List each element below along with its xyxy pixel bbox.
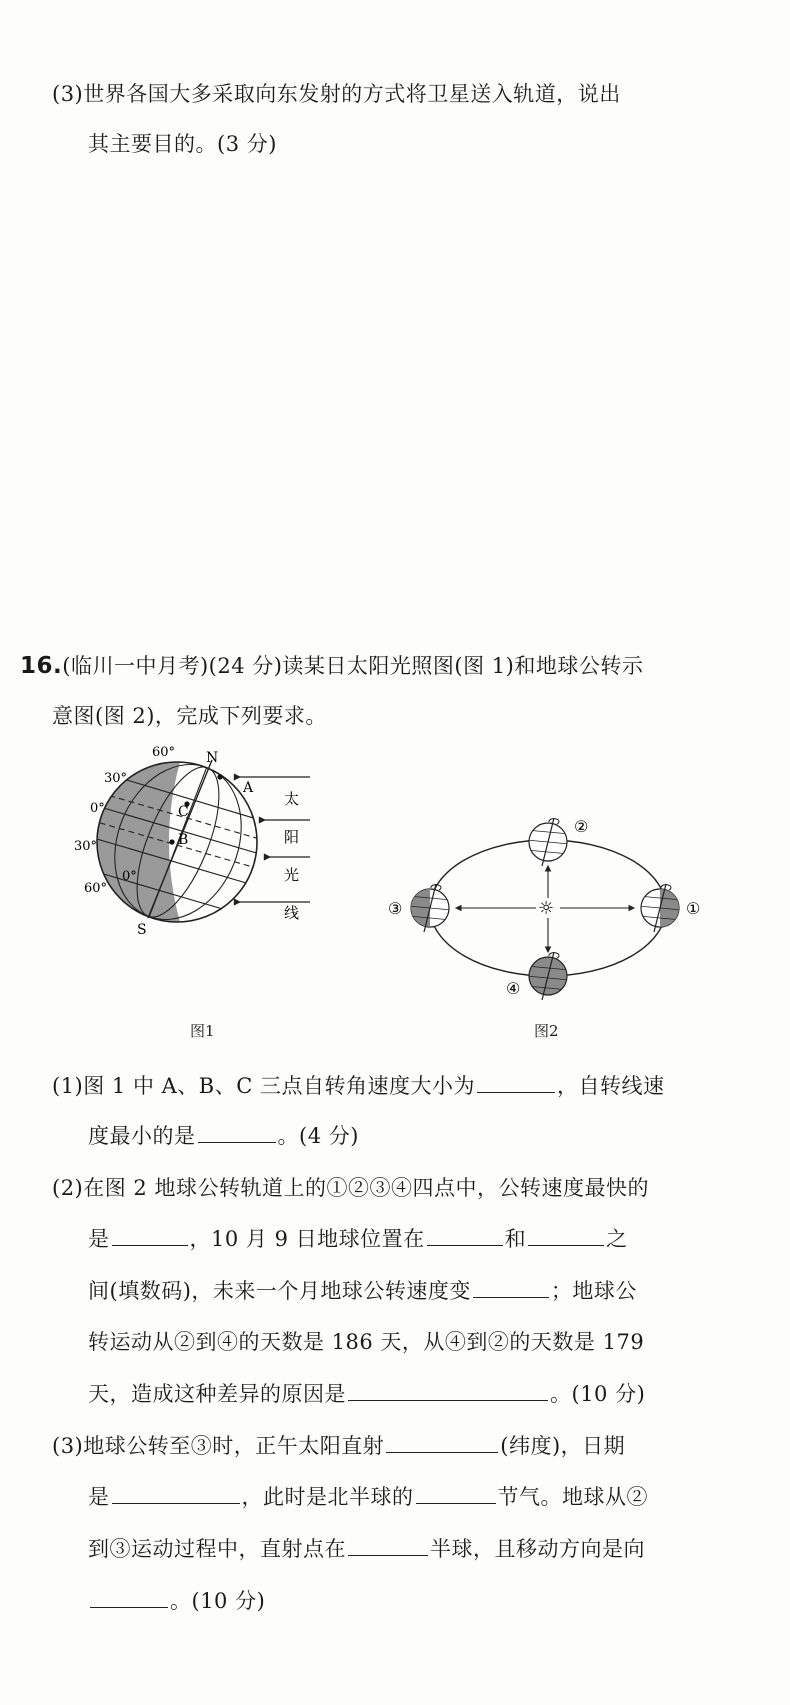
earth-position-1 [638,884,682,932]
lat-label-30n: 30° [104,771,128,786]
part2-text-e: 间(填数码)，未来一个月地球公转速度变 [88,1279,471,1303]
point-a-label: A [243,780,254,796]
answer-blank-12[interactable] [90,1589,168,1608]
answer-blank-11[interactable] [348,1537,428,1556]
north-pole-label: N [206,750,219,766]
part1-line1 [52,1070,664,1100]
answer-blank-3[interactable] [112,1227,188,1246]
figure1-sunlight-diagram [60,742,380,942]
sun-icon: ☼ [538,898,555,919]
figure2-caption: 图2 [534,1022,559,1040]
answer-blank-2[interactable] [198,1124,276,1143]
lat-label-30s: 30° [74,839,98,854]
part3-text-a: (3)地球公转至③时，正午太阳直射 [52,1434,385,1458]
answer-blank-4[interactable] [427,1227,503,1246]
earth-position-2 [526,818,570,866]
part3-text-g: 半球，且移动方向是向 [430,1537,645,1561]
part1-text-a: (1)图 1 中 A、B、C 三点自转角速度大小为 [52,1074,475,1098]
position-label-4: ④ [506,979,521,998]
part2-line5 [88,1378,645,1408]
part2-text-g: 天，造成这种差异的原因是 [88,1382,346,1406]
part2-text-h: 。(10 分) [550,1382,646,1406]
part3-line3 [88,1533,645,1563]
part2-text-c: 和 [504,1227,527,1251]
south-pole-label: S [137,922,147,938]
q16-header-line2: 意图(图 2)，完成下列要求。 [52,704,327,728]
sunlight-char-4: 线 [284,904,300,922]
lat-label-0: 0° [90,801,105,816]
part3-text-h: 。(10 分) [170,1589,266,1613]
lat-label-60n: 60° [152,745,176,760]
part3-text-c: 是 [88,1485,110,1509]
part2-line4: 转运动从②到④的天数是 186 天，从④到②的天数是 179 [88,1330,645,1354]
answer-blank-6[interactable] [473,1279,549,1298]
sunlight-char-3: 光 [284,866,300,884]
answer-blank-9[interactable] [112,1485,240,1504]
position-label-1: ① [686,899,701,918]
part2-text-f: ；地球公 [550,1279,637,1303]
part2-line1: (2)在图 2 地球公转轨道上的①②③④四点中，公转速度最快的 [52,1176,649,1200]
part2-text-a: 是 [88,1227,110,1251]
part1-text-d: 。(4 分) [277,1124,359,1148]
position-label-3: ③ [388,899,403,918]
answer-blank-10[interactable] [416,1485,496,1504]
part2-text-b: ，10 月 9 日地球位置在 [189,1227,425,1251]
position-label-2: ② [574,817,589,836]
part2-line3 [88,1275,637,1305]
earth-position-3 [408,884,452,932]
figure2-orbit-diagram [380,808,720,1013]
answer-blank-1[interactable] [477,1074,555,1093]
part2-text-d: 之 [606,1227,628,1251]
part3-line4 [88,1585,265,1615]
sunlight-char-2: 阳 [284,828,300,846]
earth-position-4 [526,952,570,1000]
part1-text-b: ，自转线速 [556,1074,665,1098]
part3-text-b: (纬度)，日期 [500,1434,626,1458]
q16-header-text: (临川一中月考)(24 分)读某日太阳光照图(图 1)和地球公转示 [62,654,644,678]
point-b [169,839,174,844]
part3-text-f: 到③运动过程中，直射点在 [88,1537,346,1561]
part3-text-e: 节气。地球从② [497,1485,648,1509]
part1-text-c: 度最小的是 [88,1124,196,1148]
answer-blank-7[interactable] [348,1382,548,1401]
answer-blank-8[interactable] [386,1434,498,1453]
lon-label-0: 0° [122,869,137,884]
q16-header-line1 [20,650,643,680]
part3-text-d: ，此时是北半球的 [241,1485,414,1509]
q15-part3-line2: 其主要目的。(3 分) [88,132,277,156]
point-a [217,774,222,779]
figure1-caption: 图1 [190,1022,215,1040]
answer-blank-5[interactable] [528,1227,604,1246]
part3-line2 [88,1481,648,1511]
lat-label-60s: 60° [84,881,108,896]
point-c-label: C [178,804,189,820]
part2-line2 [88,1223,628,1253]
q15-part3-line1: (3)世界各国大多采取向东发射的方式将卫星送入轨道，说出 [52,82,621,106]
sunlight-char-1: 太 [284,790,300,808]
part3-line1 [52,1430,625,1460]
part1-line2 [88,1120,359,1150]
point-b-label: B [178,832,189,848]
question-number: 16. [20,653,63,679]
